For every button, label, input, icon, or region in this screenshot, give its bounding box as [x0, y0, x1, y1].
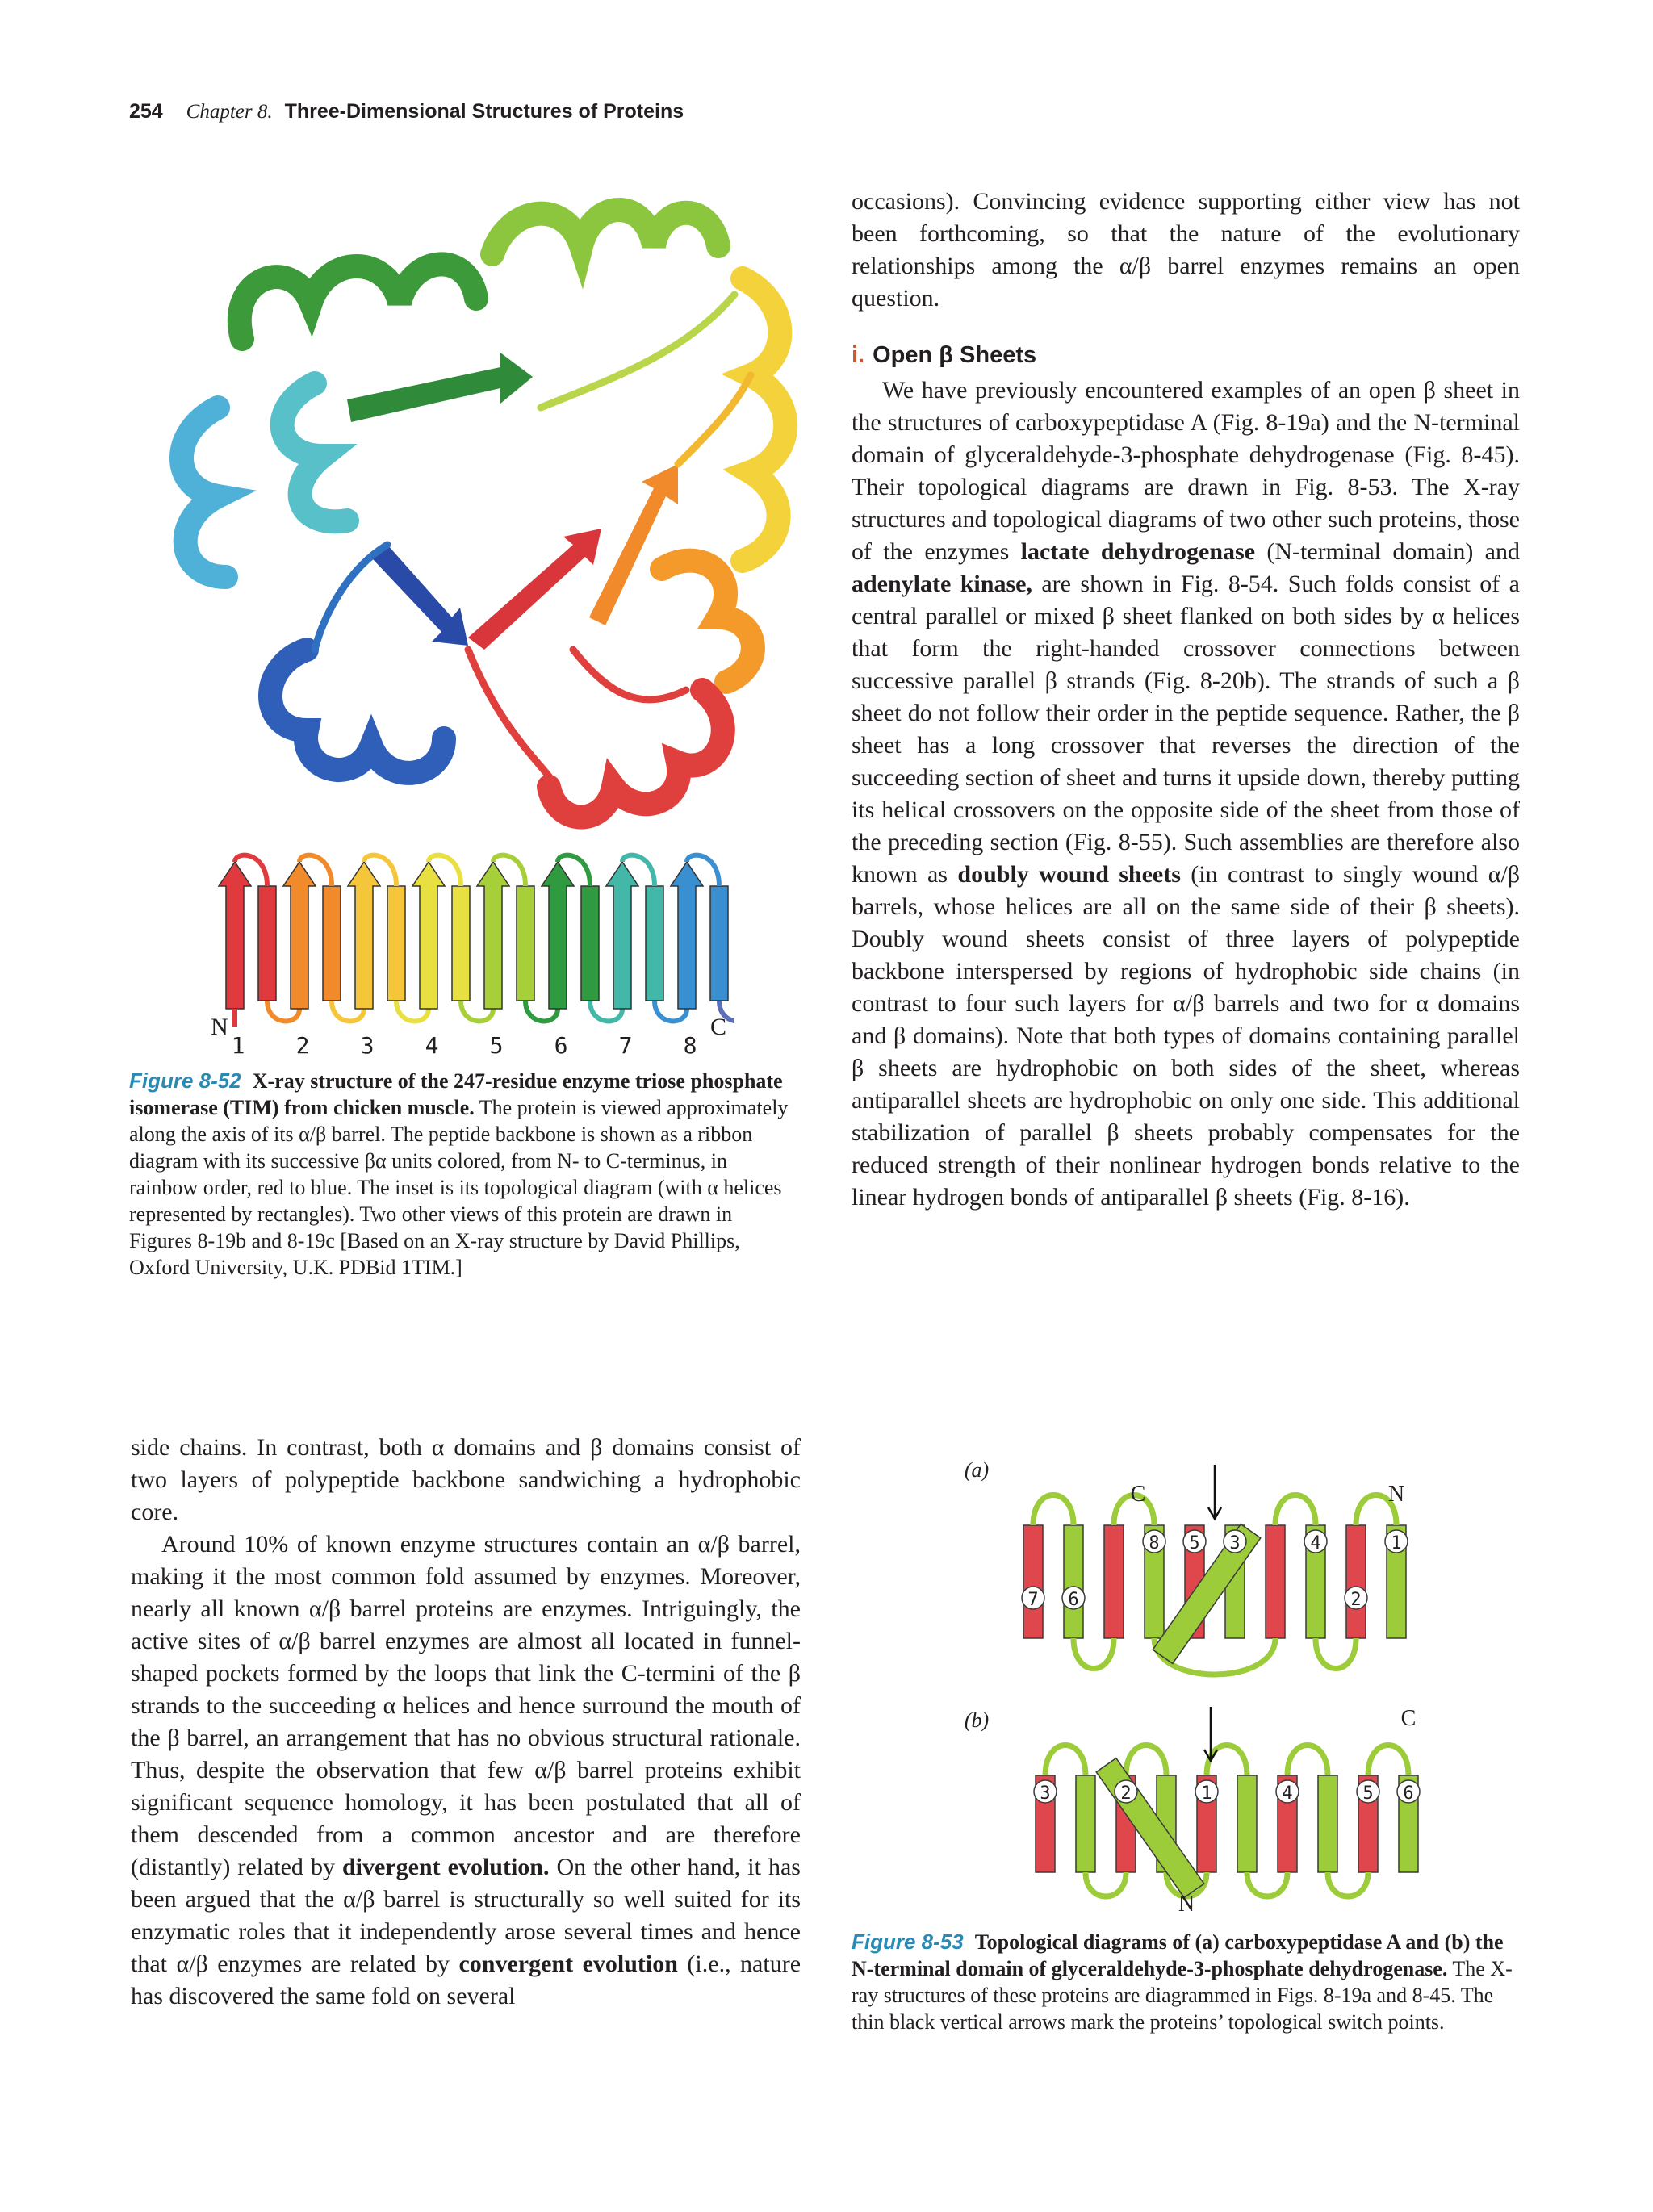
- strand-number: 3: [360, 1032, 375, 1057]
- helix-cyan-left: [282, 383, 347, 521]
- strand-number: 4: [1282, 1783, 1293, 1804]
- beta-strand-arrow: [219, 862, 251, 1009]
- beta-strand-arrow: [542, 862, 574, 1009]
- alpha-helix-rect: [323, 886, 341, 1001]
- tim-topology-diagram: [202, 847, 734, 1057]
- strand-number: 3: [1040, 1783, 1051, 1804]
- strand-number: 6: [1068, 1590, 1079, 1610]
- strand-number: 7: [618, 1032, 633, 1057]
- strand-blue: [373, 545, 468, 646]
- strand-number: 7: [1027, 1590, 1039, 1610]
- right-column-text: [852, 186, 1520, 1214]
- strand-number: 5: [489, 1032, 504, 1057]
- figure-8-52-label: Figure 8-52: [129, 1068, 241, 1093]
- alpha-helix-rect: [258, 886, 276, 1001]
- figure-8-52-caption: Figure 8-52 X-ray structure of the 247-residue enzyme triose phosphate isomerase (TIM) from chicken muscle. The protein is viewed approximately along the axis of its α/β barrel. The peptide backbone is shown as a ribbon diagram with its successive βα units colored, from N- to C-terminus, in rainbow order, red to blue. The inset is its topological diagram (with α helices represented by rectangles). Two other views of this protein are drawn in Figures 8-19b and 8-19c [Based on an X-ray structure by David Phillips, Oxford University, U.K. PDBid 1TIM.]: [129, 1068, 789, 1279]
- strand-number: 4: [425, 1032, 439, 1057]
- helix-yellow-right: [743, 278, 785, 561]
- beta-strand: [1104, 1525, 1124, 1638]
- alpha-helix-rect: [581, 886, 599, 1001]
- alpha-helix-rect: [387, 886, 405, 1001]
- panel-b-tag: (b): [964, 1708, 990, 1732]
- strand-red: [468, 529, 601, 650]
- alpha-helix-rect: [452, 886, 470, 1001]
- page-number: 254: [129, 100, 163, 123]
- helix-green-top: [240, 264, 476, 339]
- alpha-helix: [1064, 1525, 1083, 1638]
- section-heading-open-beta-sheets: i. Open β Sheets: [852, 342, 1037, 368]
- strand-number: 8: [1149, 1533, 1160, 1553]
- left-column-text: [131, 1432, 801, 2013]
- figure-8-53-caption: Figure 8-53 Topological diagrams of (a) carboxypeptidase A and (b) the N-terminal domain of glyceraldehyde-3-phosphate dehydrogenase. The X-ray structures of these proteins are diagrammed in Figs. 8-19a and 8-45. The thin black vertical arrows mark the proteins’ topological switch points.: [852, 1930, 1513, 2034]
- beta-strand-arrow: [477, 862, 509, 1009]
- alpha-helix: [1076, 1775, 1095, 1872]
- carboxypeptidase-topology-diagram: [952, 1453, 1437, 1687]
- beta-strand: [1266, 1525, 1285, 1638]
- alpha-helix: [1237, 1775, 1257, 1872]
- strand-number: 2: [1350, 1590, 1362, 1610]
- paragraph-open-beta-sheets: We have previously encountered examples of an open β sheet in the structures of carboxypeptidase A (Fig. 8-19a) and the N-terminal domain of glyceraldehyde-3-phosphate dehydrogenase (Fig. 8-45). Their topological diagrams are drawn in Fig. 8-53. The X-ray structures and topological diagrams of two other such proteins, those of the enzymes lactate dehydrogenase (N-terminal domain) and adenylate kinase, are shown in Fig. 8-54. Such folds consist of a central parallel or mixed β sheet flanked on both sides by α helices that form the right-handed crossover connections between successive parallel β strands (Fig. 8-20b). The strands of such a β sheet do not follow their order in the peptide sequence. Rather, the β sheet has a long crossover that reverses the direction of the succeeding section of sheet and turns it upside down, thereby putting its helical crossovers on the opposite side of the sheet from those of the preceding section (Fig. 8-55). Such assemblies are therefore also known as doubly wound sheets (in contrast to singly wound α/β barrels, whose helices are all on the same side of their β sheets). Doubly wound sheets consist of three layers of polypeptide backbone interspersed by regions of hydrophobic side chains (in contrast to four such layers for α/β barrels and two for α domains and β domains). Note that both types of domains containing parallel β sheets are hydrophobic on both sides of the sheet, whereas antiparallel sheets are hydrophobic on only one side. This additional stabilization of parallel β sheets probably compensates for the reduced strength of their nonlinear hydrogen bonds relative to the linear hydrogen bonds of antiparallel β sheets (Fig. 8-16).: [852, 377, 1521, 1211]
- beta-strand: [1346, 1525, 1366, 1638]
- beta-strand-arrow: [671, 862, 703, 1009]
- strand-number: 2: [295, 1032, 310, 1057]
- beta-strand-arrow: [412, 862, 445, 1009]
- alpha-helix: [1318, 1775, 1337, 1872]
- strand-number: 6: [1403, 1783, 1414, 1804]
- beta-strand-arrow: [348, 862, 380, 1009]
- panel-b-n-label: N: [1178, 1892, 1195, 1913]
- strand-number: 1: [231, 1032, 245, 1057]
- beta-strand-arrow: [606, 862, 638, 1009]
- panel-a-c-label: C: [1130, 1482, 1146, 1507]
- strand-green: [347, 353, 533, 422]
- paragraph-alpha-beta-barrel: Around 10% of known enzyme structures contain an α/β barrel, making it the most common fold assumed by enzymes. Moreover, nearly all known α/β barrel proteins are enzymes. Intriguingly, the active sites of α/β barrel enzymes are almost all located in funnel-shaped pockets formed by the loops that link the C-termini of the β strands to the succeeding α helices and hence surround the mouth of the β barrel, an arrangement that has no obvious structural rationale. Thus, despite the observation that few α/β barrel proteins exhibit significant sequence homology, it has been postulated that all of them descended from a common ancestor and are therefore (distantly) related by divergent evolution. On the other hand, it has been argued that the α/β barrel is structurally so well suited for its enzymatic roles that it independently arose several times and hence that α/β enzymes are related by convergent evolution (i.e., nature has discovered the same fold on several: [131, 1531, 801, 2009]
- running-header: [129, 100, 684, 123]
- gapdh-topology-diagram: [952, 1703, 1437, 1913]
- figure-8-53-label: Figure 8-53: [852, 1930, 964, 1954]
- switch-point-arrow: [1208, 1465, 1221, 1519]
- tim-ribbon-structure: [121, 165, 799, 839]
- chapter-title: Three-Dimensional Structures of Proteins: [284, 100, 684, 123]
- paragraph-side-chains: side chains. In contrast, both α domains and β domains consist of two layers of polypeptide backbone sandwiching a hydrophobic core.: [131, 1434, 801, 1525]
- strand-number: 8: [683, 1032, 697, 1057]
- c-terminus-label: C: [709, 1014, 727, 1040]
- strand-number: 1: [1201, 1783, 1212, 1804]
- beta-strand: [1023, 1525, 1043, 1638]
- alpha-helix-rect: [646, 886, 663, 1001]
- strand-number: 5: [1189, 1533, 1200, 1553]
- strand-orange: [589, 464, 678, 625]
- crossover-helix: [1096, 1758, 1204, 1898]
- strand-number: 6: [554, 1032, 568, 1057]
- alpha-helix-rect: [517, 886, 534, 1001]
- strand-number: 2: [1120, 1783, 1132, 1804]
- panel-a-tag: (a): [964, 1458, 990, 1482]
- connecting-loops: [1045, 1746, 1408, 1897]
- alpha-helix-rect: [710, 886, 728, 1001]
- n-terminus-label: N: [211, 1014, 228, 1040]
- panel-a-n-label: N: [1387, 1482, 1405, 1507]
- beta-strand-arrow: [283, 862, 316, 1009]
- strand-number: 5: [1362, 1783, 1374, 1804]
- helix-orange-right: [662, 561, 753, 682]
- helix-blue-bottom: [270, 650, 444, 773]
- helix-red-bottom: [549, 690, 723, 817]
- strand-number: 1: [1391, 1533, 1402, 1553]
- strand-number: 4: [1310, 1533, 1321, 1553]
- switch-point-arrow: [1204, 1707, 1217, 1761]
- panel-b-c-label: C: [1400, 1706, 1417, 1731]
- chapter-label: Chapter 8.: [186, 101, 273, 123]
- helix-lightblue-left: [182, 408, 226, 577]
- helix-lime-top: [492, 210, 718, 254]
- paragraph-occasions: occasions). Convincing evidence supporting either view has not been forthcoming, so that the nature of the evolutionary relationships among the α/β barrel enzymes remains an open question.: [852, 188, 1520, 312]
- strand-number: 3: [1229, 1533, 1241, 1553]
